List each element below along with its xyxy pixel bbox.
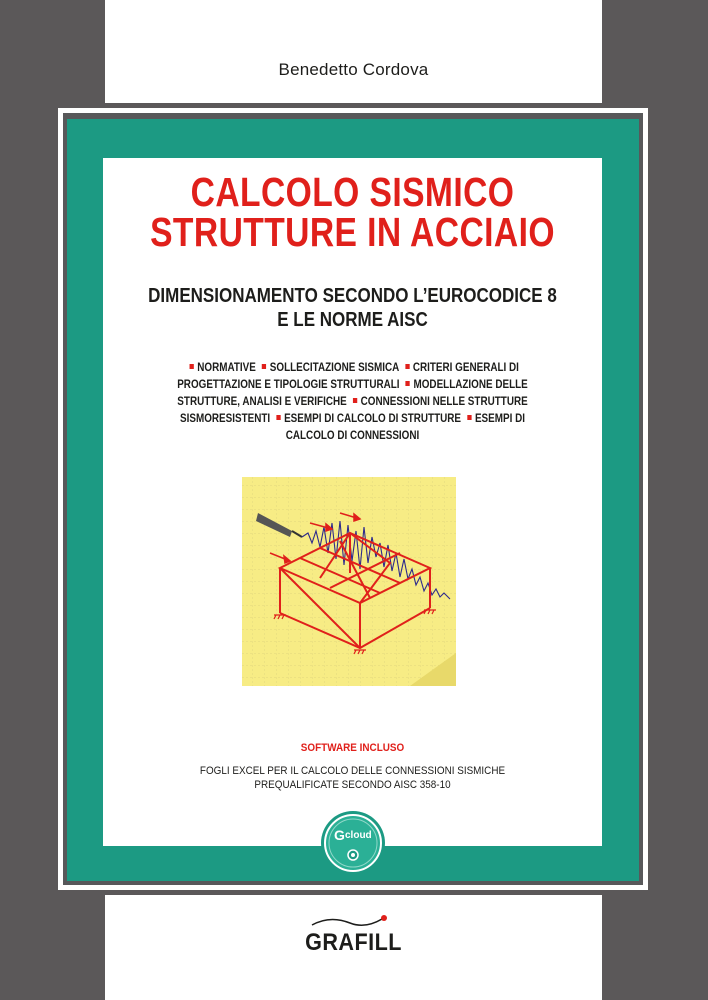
top-band	[105, 0, 602, 103]
bullet-icon	[190, 364, 194, 369]
gcloud-badge-icon	[320, 810, 386, 876]
topic-item: CRITERI GENERALI DI PROGETTAZIONE E TIPOLOGIE STRUTTURALI	[177, 362, 519, 391]
bullet-icon	[405, 364, 409, 369]
book-subtitle	[140, 284, 564, 332]
topic-item: MODELLAZIONE DELLE STRUTTURE, ANALISI E VERIFICHE	[177, 379, 528, 408]
software-heading: SOFTWARE INCLUSO	[300, 742, 405, 754]
topic-item: CONNESSIONI NELLE STRUTTURE SISMORESISTENTI	[180, 396, 528, 425]
bullet-icon	[353, 398, 357, 403]
bullet-icon	[467, 415, 471, 420]
topic-item: ESEMPI DI CALCOLO DI CONNESSIONI	[285, 413, 525, 442]
author-name: Benedetto Cordova	[278, 60, 429, 79]
subtitle-line-1: DIMENSIONAMENTO SECONDO L’EUROCODICE 8	[148, 285, 557, 307]
publisher-name: GRAFILL	[305, 929, 402, 956]
subtitle-line-2: E LE NORME AISC	[277, 309, 428, 331]
bottom-band	[105, 895, 602, 1000]
cover-panel	[103, 158, 602, 846]
software-description	[128, 764, 577, 792]
book-title	[148, 169, 557, 255]
bullet-icon	[406, 381, 410, 386]
title-line-2: STRUTTURE IN ACCIAIO	[150, 209, 555, 255]
topic-item: NORMATIVE	[197, 362, 256, 374]
bullet-icon	[276, 415, 280, 420]
topics-list	[155, 360, 550, 445]
title-line-1: CALCOLO SISMICO	[190, 169, 515, 215]
software-line-1: FOGLI EXCEL PER IL CALCOLO DELLE CONNESSIONI SISMICHE	[199, 765, 506, 777]
badge-letter: G	[334, 827, 345, 843]
topic-item: SOLLECITAZIONE SISMICA	[269, 362, 399, 374]
seismic-structure-illustration	[240, 473, 458, 688]
topic-item: ESEMPI DI CALCOLO DI STRUTTURE	[284, 413, 462, 425]
badge-label: cloud	[345, 830, 372, 841]
software-line-2: PREQUALIFICATE SECONDO AISC 358-10	[254, 779, 451, 791]
bullet-icon	[262, 364, 266, 369]
